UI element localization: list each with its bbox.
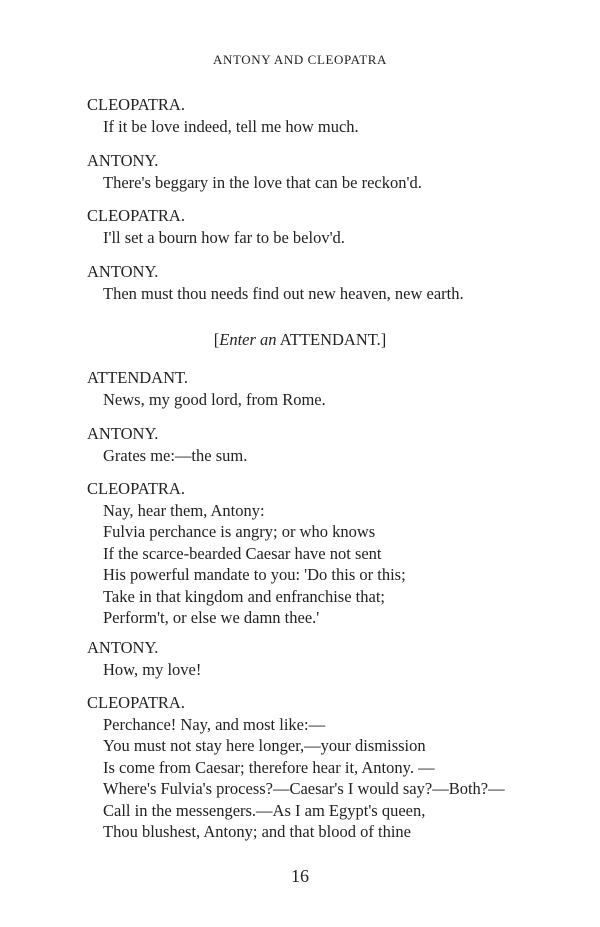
stage-bracket-open: [	[213, 330, 220, 349]
page-number: 16	[291, 866, 309, 886]
verse-line: News, my good lord, from Rome.	[103, 389, 326, 409]
speaker-name: CLEOPATRA.	[87, 206, 185, 225]
speaker-name: ANTONY.	[87, 151, 159, 170]
verse-line: Nay, hear them, Antony:	[103, 500, 265, 520]
verse-line: His powerful mandate to you: 'Do this or this;	[103, 565, 406, 584]
stage-direction	[0, 329, 600, 351]
verse-line: Perchance! Nay, and most like:—	[103, 714, 326, 734]
verse-line: How, my love!	[103, 659, 202, 679]
speech-lines	[103, 283, 557, 305]
speaker-name: ANTONY.	[87, 638, 159, 657]
speaker-name: ATTENDANT.	[87, 368, 188, 387]
verse-line: Is come from Caesar; therefore hear it, Antony. —	[103, 757, 435, 777]
stage-direction-italic: Enter an	[219, 330, 277, 349]
speech-block	[87, 692, 557, 843]
verse-line: If the scarce-bearded Caesar have not sent	[103, 543, 382, 563]
stage-direction-character: ATTENDANT.	[276, 330, 381, 349]
speech-lines	[103, 389, 557, 411]
speech-lines	[103, 116, 557, 138]
speech-lines	[103, 714, 557, 843]
verse-line: Then must thou needs find out new heaven, new earth.	[103, 283, 464, 303]
speech-block	[87, 205, 557, 248]
verse-line: If it be love indeed, tell me how much.	[103, 116, 359, 136]
speech-lines	[103, 659, 557, 681]
verse-line: Take in that kingdom and enfranchise that;	[103, 586, 386, 606]
running-head: ANTONY AND CLEOPATRA	[212, 52, 388, 67]
verse-line: There's beggary in the love that can be reckon'd.	[103, 172, 422, 192]
speech-block	[87, 478, 557, 629]
verse-line: I'll set a bourn how far to be belov'd.	[103, 227, 345, 247]
verse-line: Where's Fulvia's process?—Caesar's I would say?—Both?—	[103, 779, 505, 798]
speech-lines	[103, 172, 557, 194]
speech-block	[87, 637, 557, 680]
speaker-name: CLEOPATRA.	[87, 693, 185, 712]
speech-lines	[103, 445, 557, 467]
speech-block	[87, 94, 557, 137]
speaker-name: ANTONY.	[87, 424, 159, 443]
speech-block	[87, 261, 557, 304]
verse-line: Fulvia perchance is angry; or who knows	[103, 522, 376, 541]
verse-line: Call in the messengers.—As I am Egypt's queen,	[103, 800, 426, 820]
verse-line: You must not stay here longer,—your dismission	[103, 736, 426, 755]
verse-line: Grates me:—the sum.	[103, 445, 248, 465]
speaker-name: CLEOPATRA.	[87, 479, 185, 498]
speech-block	[87, 423, 557, 466]
speech-lines	[103, 227, 557, 249]
verse-line: Thou blushest, Antony; and that blood of thine	[103, 822, 411, 841]
speech-lines	[103, 500, 557, 629]
stage-bracket-close: ]	[380, 330, 387, 349]
verse-line: Perform't, or else we damn thee.'	[103, 608, 320, 627]
speech-block	[87, 150, 557, 193]
speaker-name: CLEOPATRA.	[87, 95, 185, 114]
speech-block	[87, 367, 557, 410]
speaker-name: ANTONY.	[87, 262, 159, 281]
